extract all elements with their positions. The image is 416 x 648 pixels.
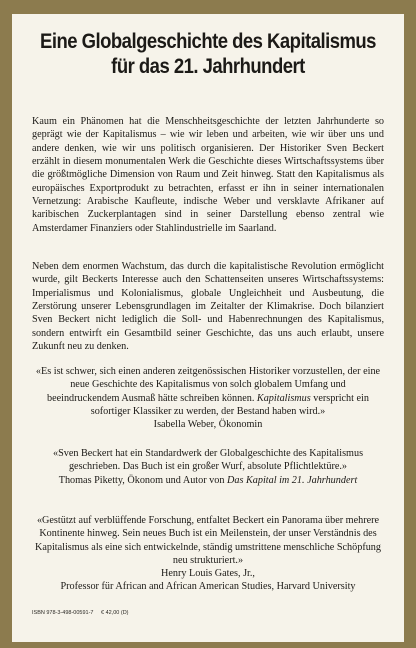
quote-attribution: Isabella Weber, Ökonomin (153, 419, 263, 431)
review-quote-weber (34, 365, 382, 431)
quote-book-title: Kapitalismus (256, 392, 311, 404)
review-quote-gates (34, 514, 382, 594)
blurb-paragraph-2: Neben dem enormen Wachstum, das durch die kapitalistische Revolution ermöglicht wurde, gilt Beckerts Interesse auch den Schattenseiten unseres Wirtschaftssystems: Imperialismus und Kolonialismus, globale Ungleichheit und Ausbeutung, die Zerstörung unserer Lebensgrundlagen im Zeitalter der Klimakrise. Doch bilanziert Sven Beckert nicht lediglich die Soll- und Habenrechnungen des Kapitalismus, sondern entwirft ein Gesamtbild seiner Geschichte, das uns auch erlaubt, unsere Zukunft neu zu denken. (32, 261, 384, 352)
quote-attribution-name: Henry Louis Gates, Jr., (161, 568, 255, 580)
quote-text: «Gestützt auf verblüffende Forschung, entfaltet Beckert ein Panorama über mehrere Kontinente hinweg. Sein neues Buch ist ein Meilenstein, der unser Verständnis des Kapitalismus als eine sich entwickelnde, ständig umstrittene menschliche Schöpfung neu strukturiert.» (34, 515, 381, 566)
back-cover (12, 14, 404, 642)
headline-line-1: Eine Globalgeschichte des Kapitalismus (40, 29, 376, 53)
quote-text-end: verspricht ein sofortiger Klassiker zu werden, der Bestand haben wird.» (90, 392, 369, 417)
quote-text: «Es ist schwer, sich einen anderen zeitgenössischen Historiker vorzustellen, der eine neue Geschichte des Kapitalismus von solch globalem Umfang und beeindruckendem Ausmaß hätte schreiben können. (35, 366, 381, 404)
isbn: ISBN 978-3-498-00591-7 (32, 610, 94, 616)
blurb-paragraph-1: Kaum ein Phänomen hat die Menschheitsgeschichte der letzten Jahrhunderte so geprägt wie der Kapitalismus – wie wir leben und arbeiten, wie wir über uns und andere denken, wie wir uns politisch organisieren. Der Historiker Sven Beckert erzählt in diesem monumentalen Werk die Geschichte dieses Wirtschaftssystems über die größtmögliche Dimension von Raum und Zeit hinweg. Statt den Kapitalismus als europäisches Exportprodukt zu betrachten, erfasst er ihn in seiner internationalen Vernetzung: Arabische Kaufleute, indische Weber und versklavte Afrikaner auf karibischen Zuckerplantagen sind in seiner Darstellung ebenso zentral wie Amsterdamer Finanziers oder Stahlindustrielle im Saarland. (32, 116, 384, 234)
isbn-price-line (32, 610, 135, 616)
attribution-text: Thomas Piketty, Ökonom und Autor von (58, 474, 227, 486)
quote-attribution (34, 474, 382, 487)
review-quote-piketty (34, 447, 382, 487)
price: € 42,00 (D) (101, 610, 129, 616)
quote-text: «Sven Beckert hat ein Standardwerk der Globalgeschichte des Kapitalismus geschrieben. Das Buch ist ein großer Wurf, absolute Pflichtlektüre.» (52, 448, 364, 473)
headline-line-2: für das 21. Jahrhundert (111, 54, 305, 78)
quote-attribution-title: Professor für African and African American Studies, Harvard University (60, 581, 356, 593)
headline (39, 29, 376, 79)
attribution-book-title: Das Kapital im 21. Jahrhundert (227, 474, 358, 486)
